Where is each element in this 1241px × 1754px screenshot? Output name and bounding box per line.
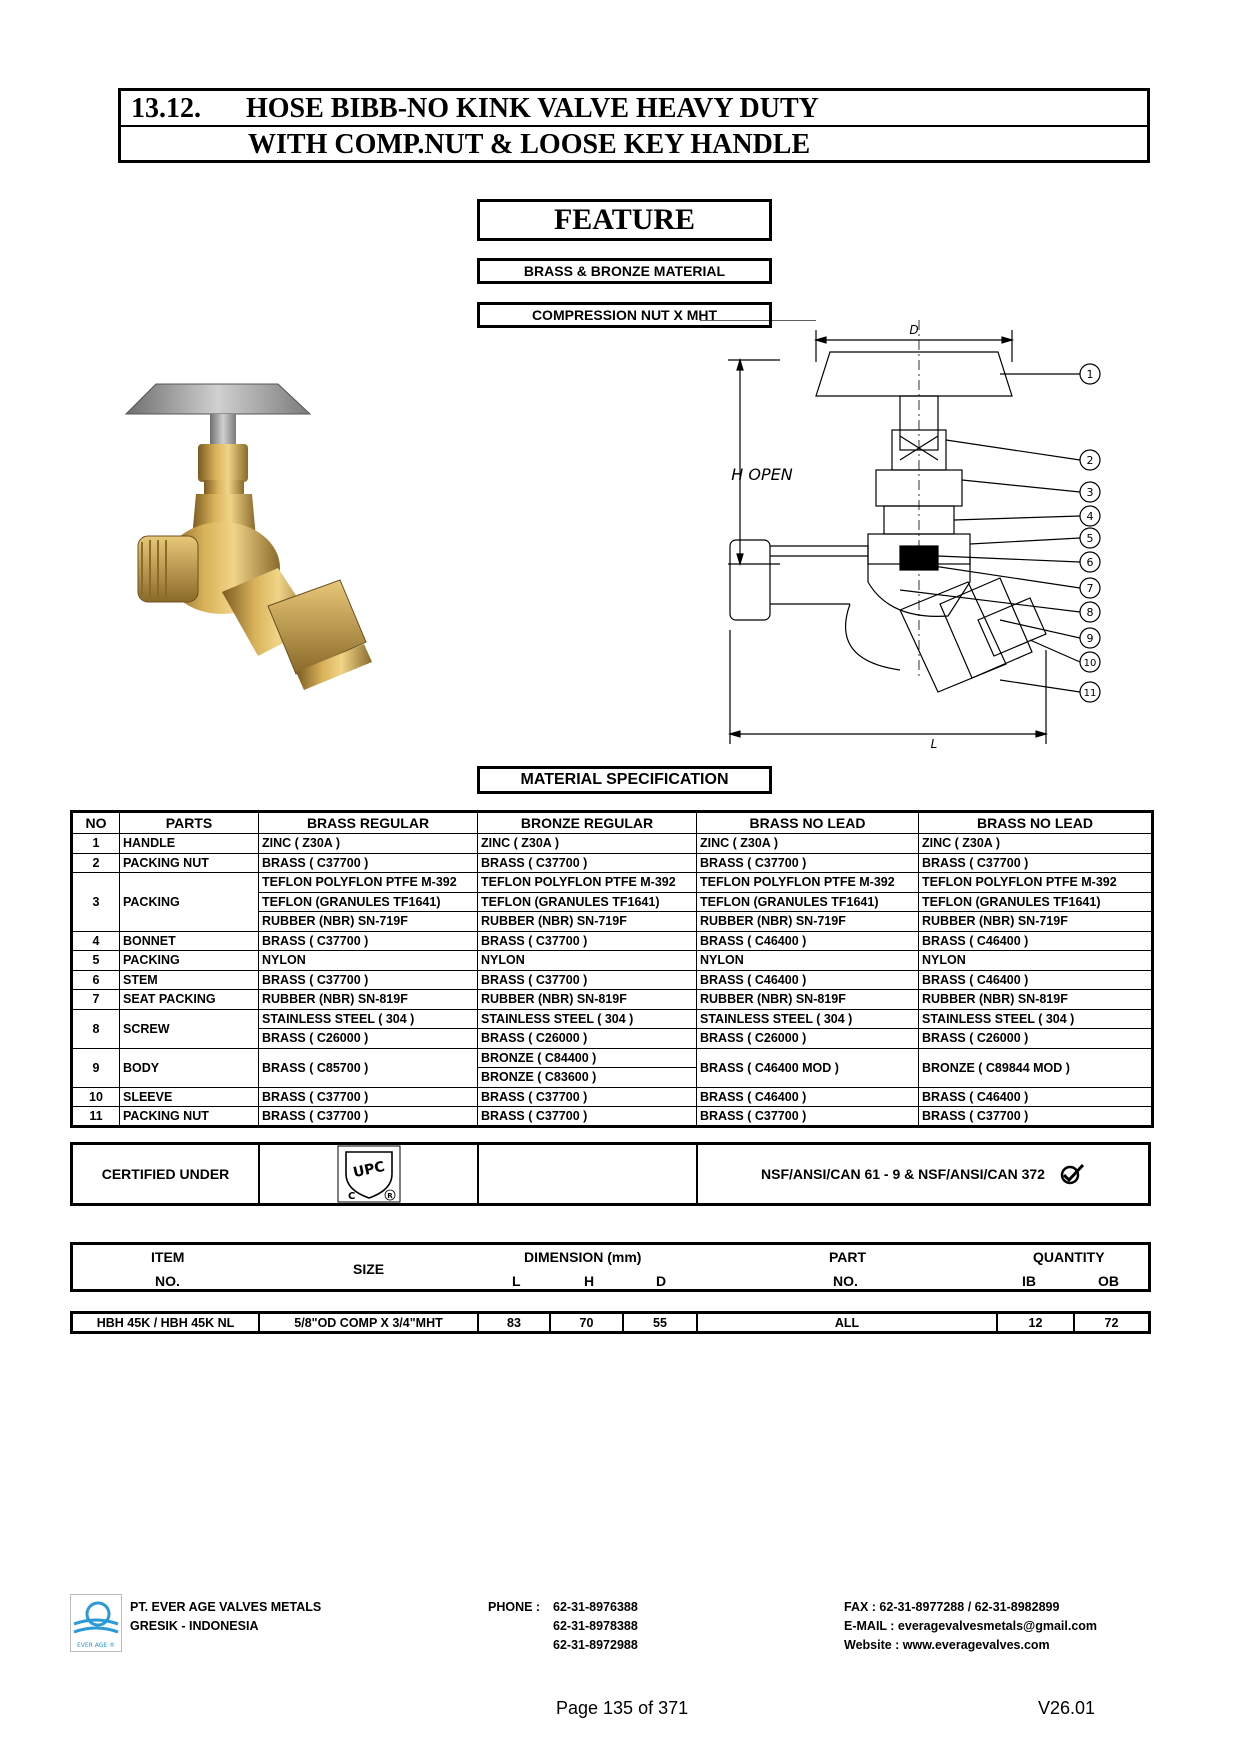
- table-row: [72, 1087, 1153, 1107]
- phone-1: 62-31-8976388: [553, 1600, 638, 1614]
- cell-no: 8: [72, 1009, 120, 1048]
- cell: TEFLON POLYFLON PTFE M-392: [919, 873, 1153, 893]
- cert-empty-cell: [479, 1145, 698, 1203]
- cell: STAINLESS STEEL ( 304 ): [259, 1009, 478, 1029]
- cell-part: PACKING NUT: [120, 853, 259, 873]
- material-spec-heading: MATERIAL SPECIFICATION: [477, 766, 772, 794]
- cell: BRASS ( C37700 ): [478, 1087, 697, 1107]
- table-row: [72, 951, 1153, 971]
- callout-4: 4: [1086, 510, 1094, 523]
- dimension-row: [70, 1311, 1151, 1334]
- cell: BRASS ( C37700 ): [919, 1107, 1153, 1127]
- product-photo: [118, 380, 418, 720]
- website: Website : www.everagevalves.com: [844, 1638, 1050, 1652]
- cell-h: 70: [551, 1314, 624, 1331]
- cell: BRASS ( C37700 ): [259, 970, 478, 990]
- cell: BRASS ( C37700 ): [697, 1107, 919, 1127]
- feature-item-connection: COMPRESSION NUT X MHT: [477, 302, 772, 328]
- callout-9: 9: [1086, 632, 1094, 645]
- cell: NYLON: [919, 951, 1153, 971]
- cell-part: BODY: [120, 1048, 259, 1087]
- upc-text: UPC: [351, 1158, 386, 1182]
- page-number: Page 135 of 371: [556, 1698, 689, 1718]
- cell: TEFLON (GRANULES TF1641): [478, 892, 697, 912]
- hdr-item: ITEM: [151, 1249, 185, 1265]
- cell-no: 9: [72, 1048, 120, 1087]
- col-no: NO: [72, 812, 120, 834]
- material-table: [70, 810, 1154, 1128]
- upc-logo-icon: [336, 1144, 402, 1204]
- cell-part-no: ALL: [698, 1314, 998, 1331]
- cell-no: 5: [72, 951, 120, 971]
- nsf-check-icon: [1059, 1163, 1085, 1185]
- cell: ZINC ( Z30A ): [919, 834, 1153, 854]
- email: E-MAIL : everagevalvesmetals@gmail.com: [844, 1619, 1098, 1633]
- cell: RUBBER (NBR) SN-819F: [697, 990, 919, 1010]
- cell: TEFLON POLYFLON PTFE M-392: [697, 873, 919, 893]
- cell-part: SCREW: [120, 1009, 259, 1048]
- col-bronze-regular: BRONZE REGULAR: [478, 812, 697, 834]
- cell-part: HANDLE: [120, 834, 259, 854]
- cell: BRASS ( C37700 ): [478, 931, 697, 951]
- cell: BRASS ( C37700 ): [259, 931, 478, 951]
- cell: STAINLESS STEEL ( 304 ): [919, 1009, 1153, 1029]
- cell: BRASS ( C85700 ): [259, 1048, 478, 1087]
- title-line-1: [121, 91, 1147, 127]
- cell-d: 55: [624, 1314, 698, 1331]
- hdr-size: SIZE: [353, 1261, 385, 1277]
- cell: NYLON: [478, 951, 697, 971]
- cell-part: PACKING: [120, 951, 259, 971]
- title-line-2: WITH COMP.NUT & LOOSE KEY HANDLE: [248, 129, 811, 160]
- cell: BRASS ( C46400 ): [919, 931, 1153, 951]
- upc-mark-cell: [260, 1145, 479, 1203]
- cell: BRASS ( C37700 ): [478, 1107, 697, 1127]
- table-row: [72, 970, 1153, 990]
- callout-8: 8: [1086, 606, 1094, 619]
- callout-1: 1: [1086, 368, 1094, 381]
- cell-part: PACKING NUT: [120, 1107, 259, 1127]
- cell-no: 7: [72, 990, 120, 1010]
- cell-part: SEAT PACKING: [120, 990, 259, 1010]
- callout-7: 7: [1086, 582, 1094, 595]
- cell: BRONZE ( C84400 ): [478, 1048, 697, 1068]
- dim-l-label: L: [930, 737, 938, 751]
- logo-text: EVER AGE ®: [76, 1642, 116, 1649]
- version: V26.01: [1038, 1698, 1096, 1718]
- callout-10: 10: [1083, 658, 1097, 669]
- cell: BRASS ( C26000 ): [478, 1029, 697, 1049]
- table-row: [72, 990, 1153, 1010]
- cell: BRASS ( C46400 ): [697, 931, 919, 951]
- cell: BRASS ( C37700 ): [259, 1087, 478, 1107]
- cell-ib: 12: [998, 1314, 1075, 1331]
- cell: ZINC ( Z30A ): [478, 834, 697, 854]
- hdr-quantity: QUANTITY: [1033, 1249, 1105, 1265]
- certified-under-label: CERTIFIED UNDER: [73, 1145, 260, 1203]
- cell: BRASS ( C37700 ): [919, 853, 1153, 873]
- cell-part: SLEEVE: [120, 1087, 259, 1107]
- cell-item-no: HBH 45K / HBH 45K NL: [73, 1314, 260, 1331]
- dim-h-label: H OPEN: [731, 465, 793, 484]
- table-row: [72, 931, 1153, 951]
- feature-item-material: BRASS & BRONZE MATERIAL: [477, 258, 772, 284]
- callout-11: 11: [1083, 688, 1097, 699]
- hdr-h: H: [584, 1273, 595, 1289]
- cell: BRASS ( C46400 ): [697, 970, 919, 990]
- cell: RUBBER (NBR) SN-719F: [697, 912, 919, 932]
- cell-part: PACKING: [120, 873, 259, 932]
- phone-numbers: [553, 1598, 638, 1655]
- col-brass-no-lead-1: BRASS NO LEAD: [697, 812, 919, 834]
- cell: TEFLON (GRANULES TF1641): [697, 892, 919, 912]
- cell: RUBBER (NBR) SN-819F: [919, 990, 1153, 1010]
- cell-no: 2: [72, 853, 120, 873]
- cell: RUBBER (NBR) SN-819F: [259, 990, 478, 1010]
- title-box: [118, 88, 1150, 163]
- table-row: [72, 873, 1153, 893]
- cell: NYLON: [259, 951, 478, 971]
- cell: NYLON: [697, 951, 919, 971]
- cell: ZINC ( Z30A ): [697, 834, 919, 854]
- cell: BRONZE ( C89844 MOD ): [919, 1048, 1153, 1087]
- cell-l: 83: [479, 1314, 551, 1331]
- feature-heading: FEATURE: [477, 199, 772, 241]
- company-info: [130, 1598, 321, 1636]
- cell-no: 6: [72, 970, 120, 990]
- cell-no: 11: [72, 1107, 120, 1127]
- dimension-header: [70, 1242, 1151, 1292]
- cell: TEFLON (GRANULES TF1641): [259, 892, 478, 912]
- callout-2: 2: [1086, 454, 1094, 467]
- nsf-text: NSF/ANSI/CAN 61 - 9 & NSF/ANSI/CAN 372: [761, 1166, 1045, 1182]
- cell: BRASS ( C37700 ): [478, 853, 697, 873]
- cell: TEFLON POLYFLON PTFE M-392: [478, 873, 697, 893]
- title-text-1: HOSE BIBB-NO KINK VALVE HEAVY DUTY: [246, 93, 819, 124]
- cell-ob: 72: [1104, 1316, 1119, 1330]
- fax: FAX : 62-31-8977288 / 62-31-8982899: [844, 1600, 1060, 1614]
- cell: RUBBER (NBR) SN-719F: [919, 912, 1153, 932]
- phone-3: 62-31-8972988: [553, 1638, 638, 1652]
- hdr-ib: IB: [1022, 1273, 1036, 1289]
- cell: TEFLON POLYFLON PTFE M-392: [259, 873, 478, 893]
- cell: BRASS ( C26000 ): [919, 1029, 1153, 1049]
- col-brass-regular: BRASS REGULAR: [259, 812, 478, 834]
- table-row: [72, 1009, 1153, 1029]
- upc-r-text: R: [386, 1192, 393, 1200]
- col-parts: PARTS: [120, 812, 259, 834]
- cell: BRASS ( C37700 ): [259, 853, 478, 873]
- callout-6: 6: [1086, 556, 1094, 569]
- phone-label: PHONE :: [488, 1600, 541, 1614]
- hdr-part-no: NO.: [833, 1273, 858, 1289]
- cell: BRASS ( C37700 ): [259, 1107, 478, 1127]
- hdr-dimension: DIMENSION (mm): [524, 1249, 642, 1265]
- table-row: [72, 1107, 1153, 1127]
- phone-2: 62-31-8978388: [553, 1619, 638, 1633]
- table-header-row: [72, 812, 1153, 834]
- cell: STAINLESS STEEL ( 304 ): [697, 1009, 919, 1029]
- hdr-ob: OB: [1098, 1273, 1119, 1289]
- cell: RUBBER (NBR) SN-719F: [259, 912, 478, 932]
- cell: RUBBER (NBR) SN-819F: [478, 990, 697, 1010]
- cell: BRASS ( C26000 ): [259, 1029, 478, 1049]
- table-row: [72, 834, 1153, 854]
- cell-size: 5/8"OD COMP X 3/4"MHT: [260, 1314, 479, 1331]
- hdr-part: PART: [829, 1249, 867, 1265]
- table-row: [72, 853, 1153, 873]
- cell-no: 4: [72, 931, 120, 951]
- cell-no: 1: [72, 834, 120, 854]
- cell: STAINLESS STEEL ( 304 ): [478, 1009, 697, 1029]
- nsf-cell: [698, 1145, 1148, 1203]
- cell: BRASS ( C46400 ): [919, 1087, 1153, 1107]
- cell-no: 3: [72, 873, 120, 932]
- hdr-d: D: [656, 1273, 667, 1289]
- company-name: PT. EVER AGE VALVES METALS: [130, 1600, 322, 1614]
- cell-no: 10: [72, 1087, 120, 1107]
- hdr-l: L: [512, 1273, 521, 1289]
- section-number: 13.12.: [131, 93, 201, 124]
- cell: BRASS ( C37700 ): [697, 853, 919, 873]
- company-logo-icon: [70, 1594, 122, 1652]
- cell: TEFLON (GRANULES TF1641): [919, 892, 1153, 912]
- company-location: GRESIK - INDONESIA: [130, 1619, 259, 1633]
- dim-d-label: D: [909, 323, 919, 337]
- cell: BRASS ( C46400 ): [919, 970, 1153, 990]
- cell: BRASS ( C37700 ): [478, 970, 697, 990]
- cell-part: STEM: [120, 970, 259, 990]
- callout-5: 5: [1086, 532, 1094, 545]
- cell-part: BONNET: [120, 931, 259, 951]
- col-brass-no-lead-2: BRASS NO LEAD: [919, 812, 1153, 834]
- contact-info: [844, 1598, 1097, 1655]
- technical-drawing: [700, 320, 1140, 760]
- cell: BRASS ( C46400 ): [697, 1087, 919, 1107]
- cell: BRASS ( C26000 ): [697, 1029, 919, 1049]
- callout-3: 3: [1086, 486, 1094, 499]
- table-row: [72, 1048, 1153, 1068]
- cell: BRONZE ( C83600 ): [478, 1068, 697, 1088]
- certification-box: [70, 1142, 1151, 1206]
- cell: BRASS ( C46400 MOD ): [697, 1048, 919, 1087]
- hdr-item-no: NO.: [155, 1273, 180, 1289]
- cell: ZINC ( Z30A ): [259, 834, 478, 854]
- cell: RUBBER (NBR) SN-719F: [478, 912, 697, 932]
- upc-c-text: C: [347, 1191, 355, 1202]
